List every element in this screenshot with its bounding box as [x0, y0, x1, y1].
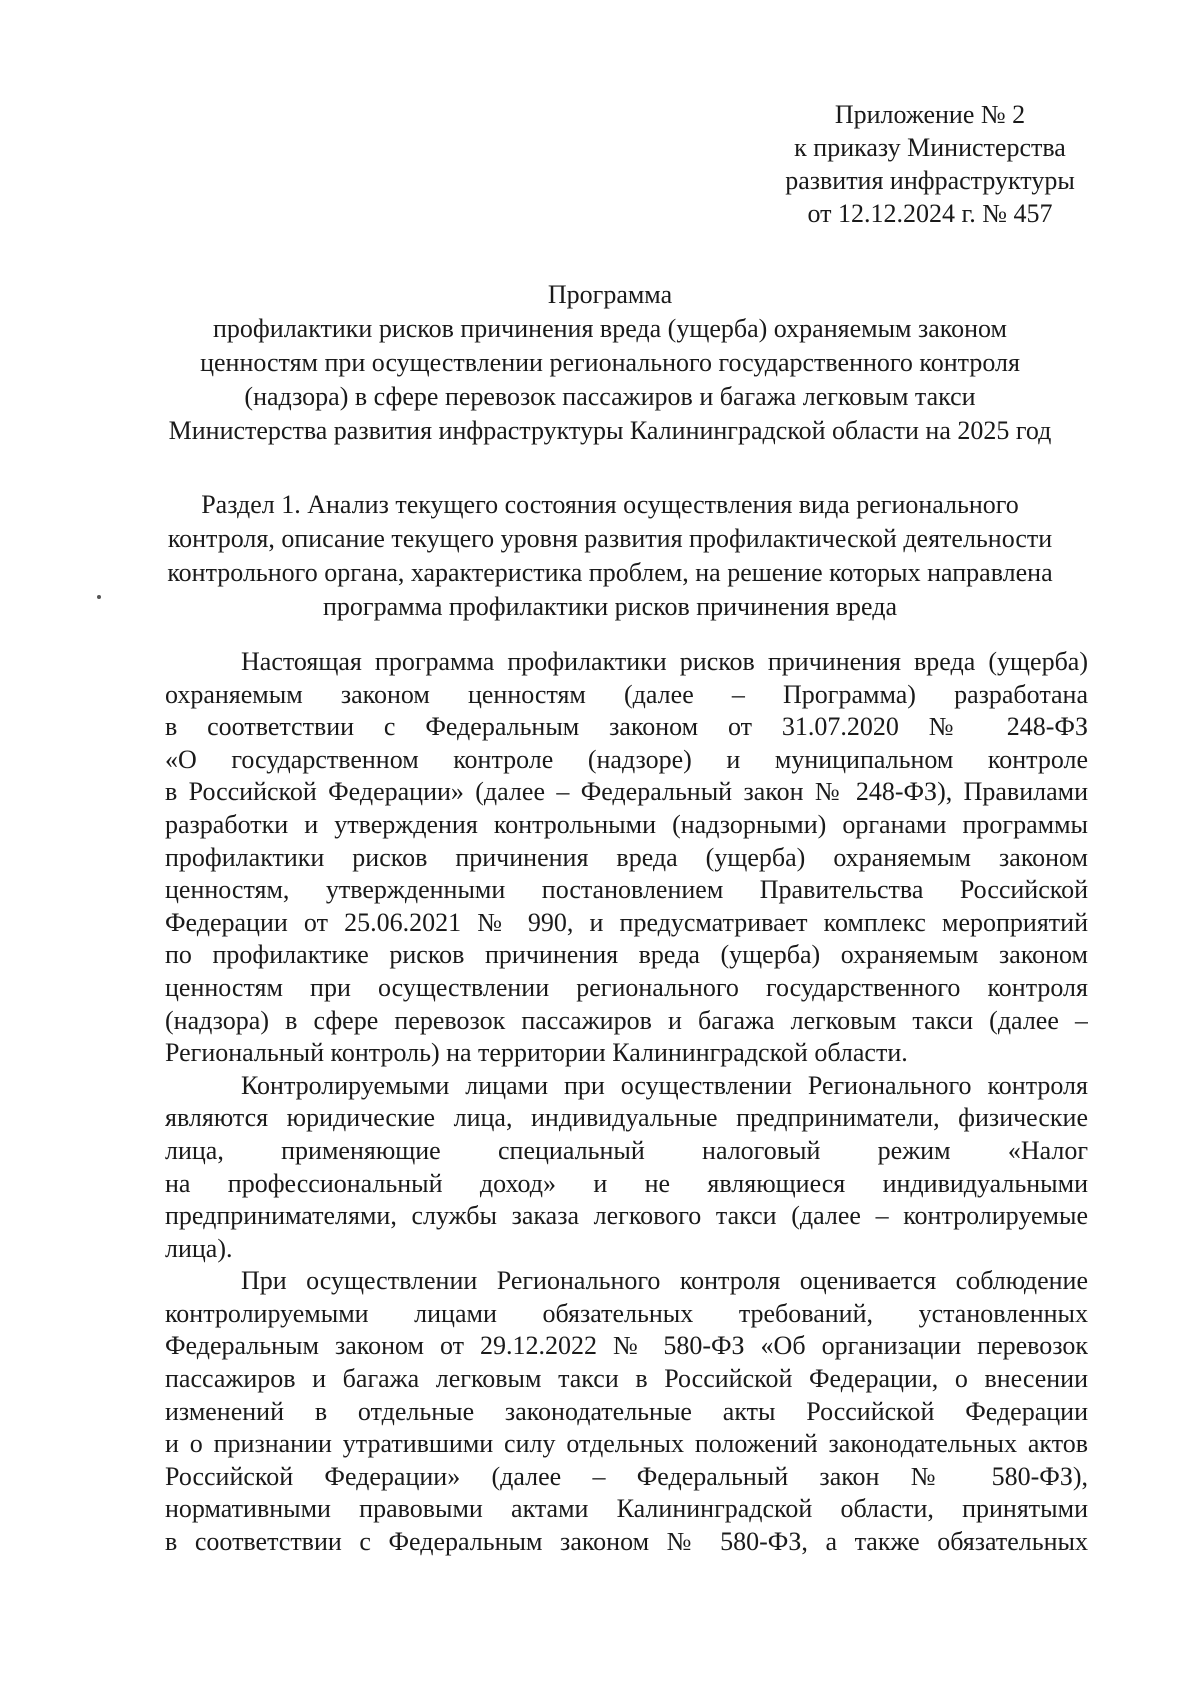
paragraph-line: Контролируемыми лицами при осуществлении Регионального контроля — [241, 1070, 1088, 1100]
paragraph-3 — [165, 1265, 1088, 1558]
paragraph-line: ценностям, утвержденными постановлением Правительства Российской — [165, 875, 1088, 905]
attachment-number: Приложение № 2 — [834, 100, 1026, 129]
program-title — [130, 278, 1090, 448]
paragraph-line: в соответствии с Федеральным законом от 31.07.2020 № 248-ФЗ — [165, 712, 1088, 742]
paragraph-line: лица). — [165, 1233, 233, 1263]
paragraph-line: в Российской Федерации» (далее – Федеральный закон № 248-ФЗ), Правилами — [165, 777, 1088, 807]
paragraph-line: изменений в отдельные законодательные акты Российской Федерации — [165, 1396, 1088, 1426]
paragraph-line: Настоящая программа профилактики рисков причинения вреда (ущерба) — [241, 647, 1088, 676]
paragraph-line: лица, применяющие специальный налоговый режим «Налог — [165, 1135, 1088, 1165]
paragraph-line: Региональный контроль) на территории Калининградской области. — [165, 1038, 908, 1068]
paragraph-line: ценностям при осуществлении регионального государственного контроля — [165, 972, 1088, 1002]
paragraph-line: Федеральным законом от 29.12.2022 № 580-ФЗ «Об организации перевозок — [165, 1331, 1088, 1361]
paragraph-1 — [165, 646, 1088, 1070]
paragraph-line: в соответствии с Федеральным законом № 580-ФЗ, а также обязательных — [165, 1527, 1088, 1557]
program-title-word: Программа — [547, 280, 673, 309]
paragraph-line: предпринимателями, службы заказа легкового такси (далее – контролируемые — [165, 1201, 1088, 1231]
section-heading-line: Раздел 1. Анализ текущего состояния осуществления вида регионального — [201, 490, 1019, 519]
paragraph-line: (надзора) в сфере перевозок пассажиров и багажа легковым такси (далее – — [165, 1005, 1088, 1035]
scan-artifact — [97, 595, 101, 599]
section-heading-line: программа профилактики рисков причинения вреда — [322, 592, 898, 621]
paragraph-line: по профилактике рисков причинения вреда (ущерба) охраняемым законом — [165, 940, 1088, 970]
attachment-ministry: развития инфраструктуры — [785, 166, 1075, 195]
paragraph-line: профилактики рисков причинения вреда (ущерба) охраняемым законом — [165, 842, 1088, 872]
section-heading — [130, 488, 1090, 624]
program-title-line: ценностям при осуществлении регионального государственного контроля — [200, 348, 1020, 377]
paragraph-line: и о признании утратившими силу отдельных положений законодательных актов — [165, 1429, 1088, 1459]
body-text — [165, 646, 1088, 1559]
paragraph-line: «О государственном контроле (надзоре) и муниципальном контроле — [165, 744, 1088, 774]
section-heading-line: контроля, описание текущего уровня развития профилактической деятельности — [167, 524, 1053, 553]
paragraph-line: охраняемым законом ценностям (далее – Программа) разработана — [165, 679, 1088, 709]
program-title-line: (надзора) в сфере перевозок пассажиров и багажа легковым такси — [244, 382, 976, 411]
paragraph-line: пассажиров и багажа легковым такси в Российской Федерации, о внесении — [165, 1364, 1088, 1394]
paragraph-line: При осуществлении Регионального контроля оценивается соблюдение — [241, 1266, 1088, 1296]
paragraph-line: Российской Федерации» (далее – Федеральный закон № 580-ФЗ), — [165, 1461, 1088, 1491]
section-heading-line: контрольного органа, характеристика проблем, на решение которых направлена — [167, 558, 1053, 587]
paragraph-line: разработки и утверждения контрольными (надзорными) органами программы — [165, 809, 1088, 839]
paragraph-2 — [165, 1070, 1088, 1266]
attachment-order-ref: к приказу Министерства — [794, 133, 1066, 162]
paragraph-line: являются юридические лица, индивидуальные предприниматели, физические — [165, 1103, 1088, 1133]
program-title-line: профилактики рисков причинения вреда (ущерба) охраняемым законом — [213, 314, 1007, 343]
attachment-header — [760, 98, 1100, 230]
paragraph-line: нормативными правовыми актами Калининградской области, принятыми — [165, 1494, 1088, 1524]
attachment-date-number: от 12.12.2024 г. № 457 — [807, 199, 1053, 228]
paragraph-line: Федерации от 25.06.2021 № 990, и предусматривает комплекс мероприятий — [165, 907, 1088, 937]
paragraph-line: на профессиональный доход» и не являющиеся индивидуальными — [165, 1168, 1088, 1198]
paragraph-line: контролируемыми лицами обязательных требований, установленных — [165, 1298, 1088, 1328]
program-title-line: Министерства развития инфраструктуры Калининградской области на 2025 год — [168, 416, 1052, 445]
